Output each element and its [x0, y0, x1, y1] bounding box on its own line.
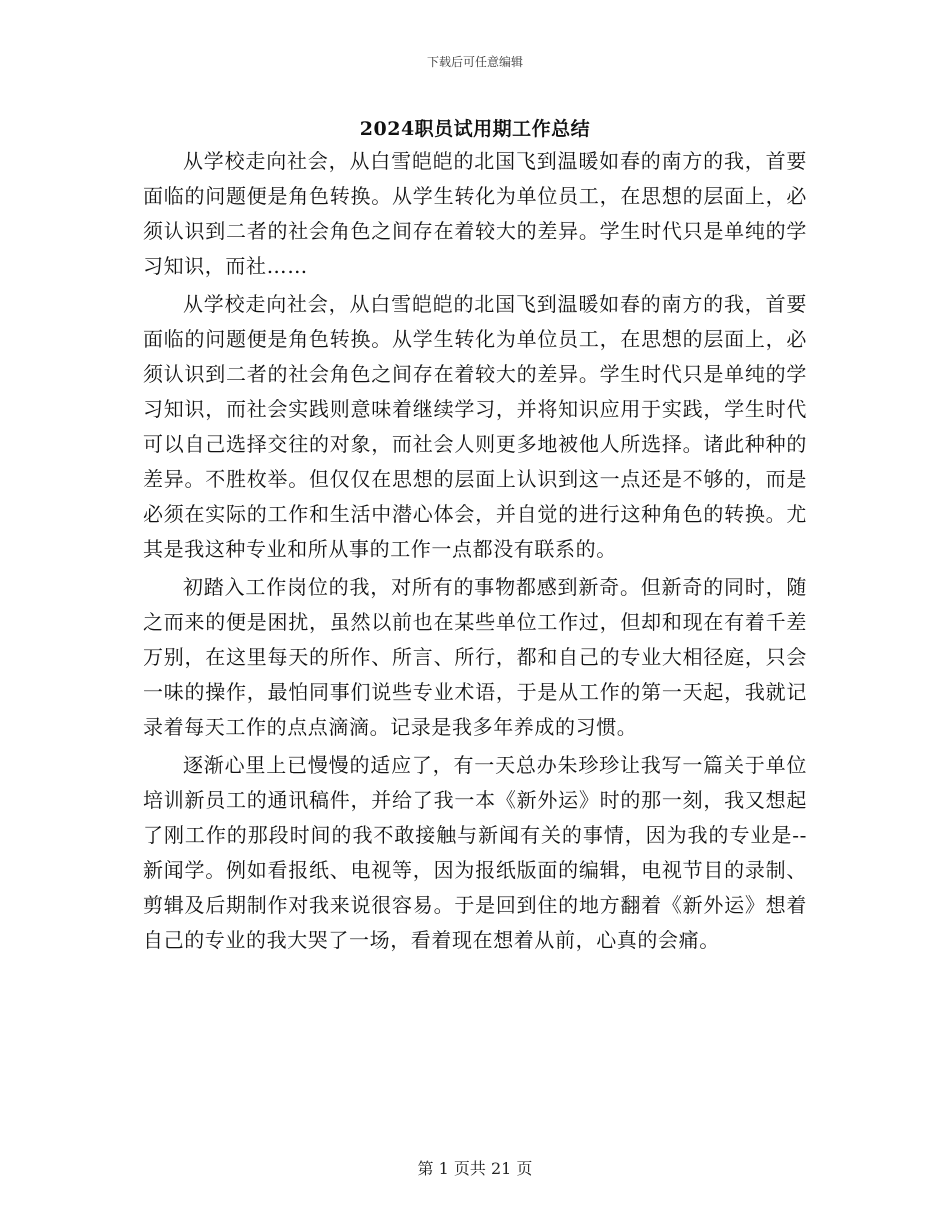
- header-note: 下载后可任意编辑: [426, 55, 523, 69]
- page-number: 第 1 页共 21 页: [417, 1159, 533, 1178]
- document-body: [143, 144, 807, 958]
- paragraph-3: 初踏入工作岗位的我，对所有的事物都感到新奇。但新奇的同时，随之而来的便是困扰，虽然以前也在某些单位工作过，但却和现在有着千差万别，在这里每天的所作、所言、所行，都和自己的专业大相径庭，只会一味的操作，最怕同事们说些专业术语，于是从工作的第一天起，我就记录着每天工作的点点滴滴。记录是我多年养成的习惯。: [143, 575, 807, 739]
- paragraph-4: 逐渐心里上已慢慢的适应了，有一天总办朱珍珍让我写一篇关于单位培训新员工的通讯稿件，并给了我一本《新外运》时的那一刻，我又想起了刚工作的那段时间的我不敢接触与新闻有关的事情，因为我的专业是--新闻学。例如看报纸、电视等，因为报纸版面的编辑，电视节目的录制、剪辑及后期制作对我来说很容易。于是回到住的地方翻着《新外运》想着自己的专业的我大哭了一场，看着现在想着从前，心真的会痛。: [143, 753, 807, 952]
- paragraph-1: 从学校走向社会，从白雪皑皑的北国飞到温暖如春的南方的我，首要面临的问题便是角色转换。从学生转化为单位员工，在思想的层面上，必须认识到二者的社会角色之间存在着较大的差异。学生时代只是单纯的学习知识，而社……: [143, 149, 807, 278]
- paragraph-2: 从学校走向社会，从白雪皑皑的北国飞到温暖如春的南方的我，首要面临的问题便是角色转换。从学生转化为单位员工，在思想的层面上，必须认识到二者的社会角色之间存在着较大的差异。学生时代只是单纯的学习知识，而社会实践则意味着继续学习，并将知识应用于实践，学生时代可以自己选择交往的对象，而社会人则更多地被他人所选择。诸此种种的差异。不胜枚举。但仅仅在思想的层面上认识到这一点还是不够的，而是必须在实际的工作和生活中潜心体会，并自觉的进行这种角色的转换。尤其是我这种专业和所从事的工作一点都没有联系的。: [143, 292, 807, 561]
- document-title: 2024职员试用期工作总结: [359, 118, 591, 140]
